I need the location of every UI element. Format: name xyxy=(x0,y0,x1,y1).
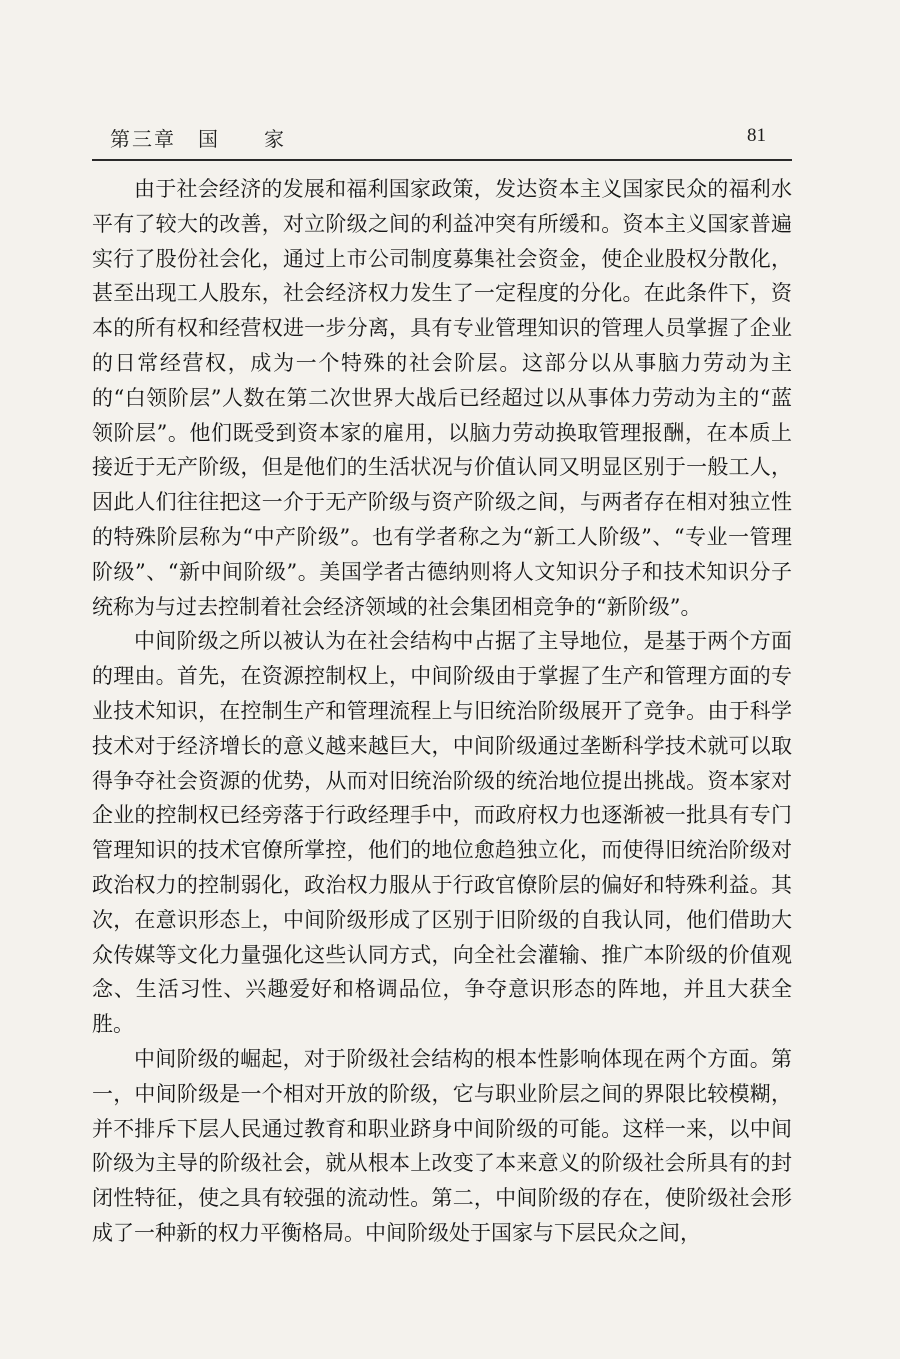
paragraph: 由于社会经济的发展和福利国家政策，发达资本主义国家民众的福利水平有了较大的改善，对立阶级之间的利益冲突有所缓和。资本主义国家普遍实行了股份社会化，通过上市公司制度募集社会资金，使企业股权分散化，甚至出现工人股东，社会经济权力发生了一定程度的分化。在此条件下，资本的所有权和经营权进一步分离，具有专业管理知识的管理人员掌握了企业的日常经营权，成为一个特殊的社会阶层。这部分以从事脑力劳动为主的“白领阶层”人数在第二次世界大战后已经超过以从事体力劳动为主的“蓝领阶层”。他们既受到资本家的雇用，以脑力劳动换取管理报酬，在本质上接近于无产阶级，但是他们的生活状况与价值认同又明显区别于一般工人，因此人们往往把这一介于无产阶级与资产阶级之间，与两者存在相对独立性的特殊阶层称为“中产阶级”。也有学者称之为“新工人阶级”、“专业一管理阶级”、“新中间阶级”。美国学者古德纳则将人文知识分子和技术知识分子统称为与过去控制着社会经济领域的社会集团相竞争的“新阶级”。 xyxy=(92,177,792,619)
page-number: 81 xyxy=(747,125,766,146)
paragraph: 中间阶级之所以被认为在社会结构中占据了主导地位，是基于两个方面的理由。首先，在资源控制权上，中间阶级由于掌握了生产和管理方面的专业技术知识，在控制生产和管理流程上与旧统治阶级展开了竞争。由于科学技术对于经济增长的意义越来越巨大，中间阶级通过垄断科学技术就可以取得争夺社会资源的优势，从而对旧统治阶级的统治地位提出挑战。资本家对企业的控制权已经旁落于行政经理手中，而政府权力也逐渐被一批具有专门管理知识的技术官僚所掌控，他们的地位愈趋独立化，而使得旧统治阶级对政治权力的控制弱化，政治权力服从于行政官僚阶层的偏好和特殊利益。其次，在意识形态上，中间阶级形成了区别于旧阶级的自我认同，他们借助大众传媒等文化力量强化这些认同方式，向全社会灌输、推广本阶级的价值观念、生活习性、兴趣爱好和格调品位，争夺意识形态的阵地，并且大获全胜。 xyxy=(92,629,792,1037)
running-header xyxy=(92,119,792,161)
chapter-title: 第三章 国 家 xyxy=(110,127,286,151)
body-text xyxy=(92,172,792,1251)
paragraph: 中间阶级的崛起，对于阶级社会结构的根本性影响体现在两个方面。第一，中间阶级是一个相对开放的阶级，它与职业阶层之间的界限比较模糊，并不排斥下层人民通过教育和职业跻身中间阶级的可能。这样一来，以中间阶级为主导的阶级社会，就从根本上改变了本来意义的阶级社会所具有的封闭性特征，使之具有较强的流动性。第二，中间阶级的存在，使阶级社会形成了一种新的权力平衡格局。中间阶级处于国家与下层民众之间， xyxy=(92,1046,792,1245)
